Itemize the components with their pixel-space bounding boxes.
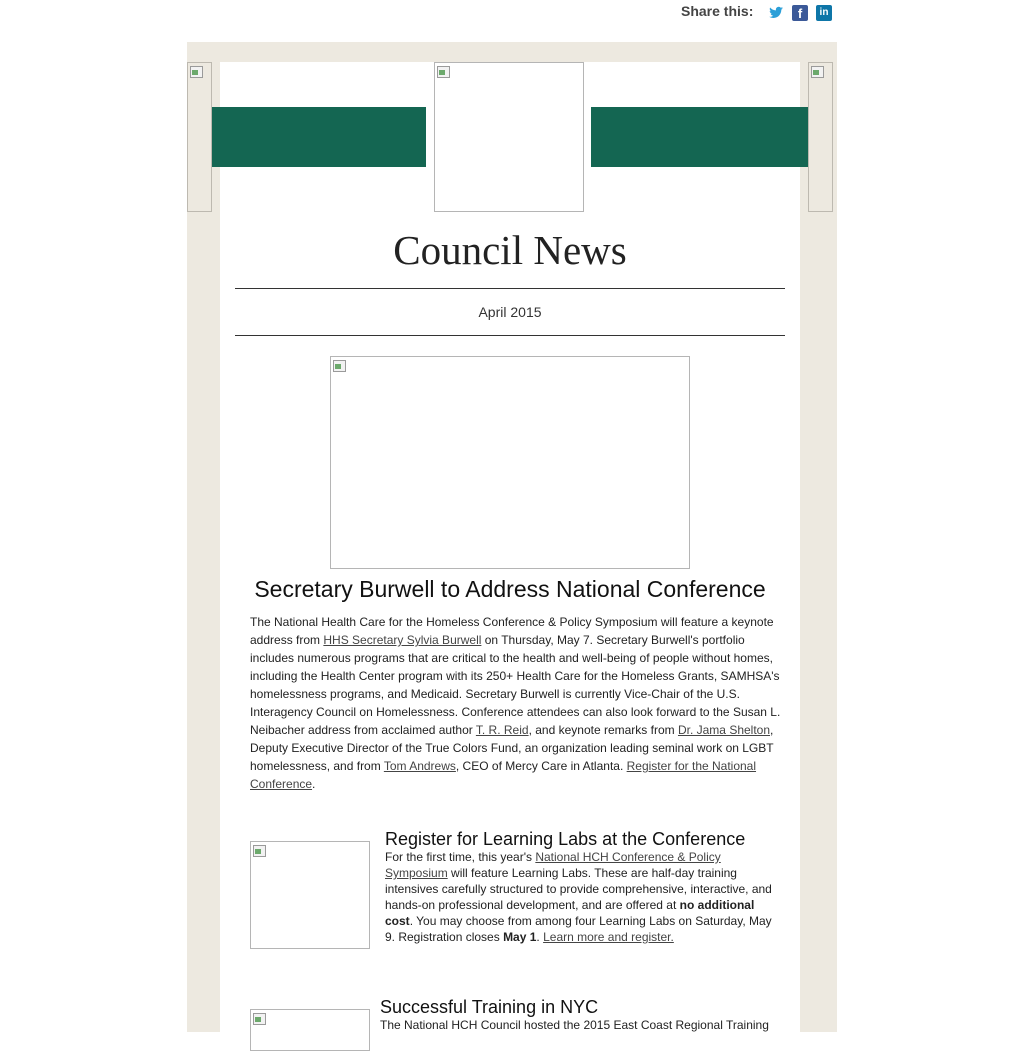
article-heading: Secretary Burwell to Address National Conference	[254, 576, 766, 602]
reid-link[interactable]: T. R. Reid	[475, 723, 529, 737]
body-text: , CEO of Mercy Care in Atlanta.	[455, 759, 627, 773]
hero-image	[330, 356, 690, 569]
burwell-link[interactable]: HHS Secretary Sylvia Burwell	[323, 633, 482, 647]
body-text: will feature Learning Labs. These are half-day training intensives carefully structured to provide comprehensive, interactive, and hands-on professional development, and are offered at	[385, 866, 772, 912]
broken-image-icon	[332, 358, 346, 372]
body-text: .	[536, 930, 544, 944]
right-side-image	[808, 62, 833, 212]
learn-more-link[interactable]: Learn more and register.	[543, 930, 674, 944]
header-band-left	[212, 107, 426, 167]
share-label: Share this:	[681, 3, 754, 19]
training-image	[250, 1009, 370, 1051]
divider	[235, 335, 785, 336]
learning-labs-image	[250, 841, 370, 949]
broken-image-icon	[189, 64, 203, 78]
divider	[235, 288, 785, 289]
register-conference-link[interactable]: Register for the National Conference	[250, 759, 757, 791]
symposium-link[interactable]: National HCH Conference & Policy Symposium	[385, 850, 721, 880]
article-body: The National HCH Council hosted the 2015 East Coast Regional Training	[380, 1018, 769, 1032]
facebook-icon[interactable]: f	[792, 5, 808, 21]
broken-image-icon	[252, 1011, 266, 1025]
article-body	[250, 613, 788, 793]
newsletter-title: Council News	[393, 227, 627, 273]
body-text: The National Health Care for the Homeless Conference & Policy Symposium will feature a keynote address from	[250, 615, 774, 647]
body-text: , and keynote remarks from	[528, 723, 678, 737]
header-band-right	[591, 107, 808, 167]
body-text: For the first time, this year's	[385, 850, 536, 864]
article-heading: Successful Training in NYC	[380, 997, 599, 1017]
broken-image-icon	[436, 64, 450, 78]
linkedin-icon[interactable]: in	[816, 5, 832, 21]
article-body	[385, 849, 785, 945]
andrews-link[interactable]: Tom Andrews	[383, 759, 456, 773]
left-side-image	[187, 62, 212, 212]
broken-image-icon	[252, 843, 266, 857]
body-text: , Deputy Executive Director of the True Colors Fund, an organization leading seminal work on LGBT homelessness, and from	[250, 723, 774, 773]
article-heading: Register for Learning Labs at the Conference	[385, 829, 746, 849]
body-text: on Thursday, May 7. Secretary Burwell's portfolio includes numerous programs that are critical to the health and well-being of people without homes, including the Health Center program with its 250+ Health Care for the Homeless Grants, SAMHSA's homelessness programs, and Medicaid. Secretary Burwell is currently Vice-Chair of the U.S. Interagency Council on Homelessness. Conference attendees can also look forward to the Susan L. Neibacher address from acclaimed author	[250, 633, 781, 737]
twitter-icon[interactable]	[768, 5, 784, 21]
broken-image-icon	[810, 64, 824, 78]
emphasis-text: no additional cost	[385, 898, 755, 928]
body-text: .	[312, 777, 316, 791]
shelton-link[interactable]: Dr. Jama Shelton	[677, 723, 771, 737]
emphasis-text: May 1	[503, 930, 537, 944]
body-text: . You may choose from among four Learning Labs on Saturday, May 9. Registration closes	[385, 914, 772, 944]
logo-image	[434, 62, 584, 212]
issue-date: April 2015	[478, 304, 542, 320]
